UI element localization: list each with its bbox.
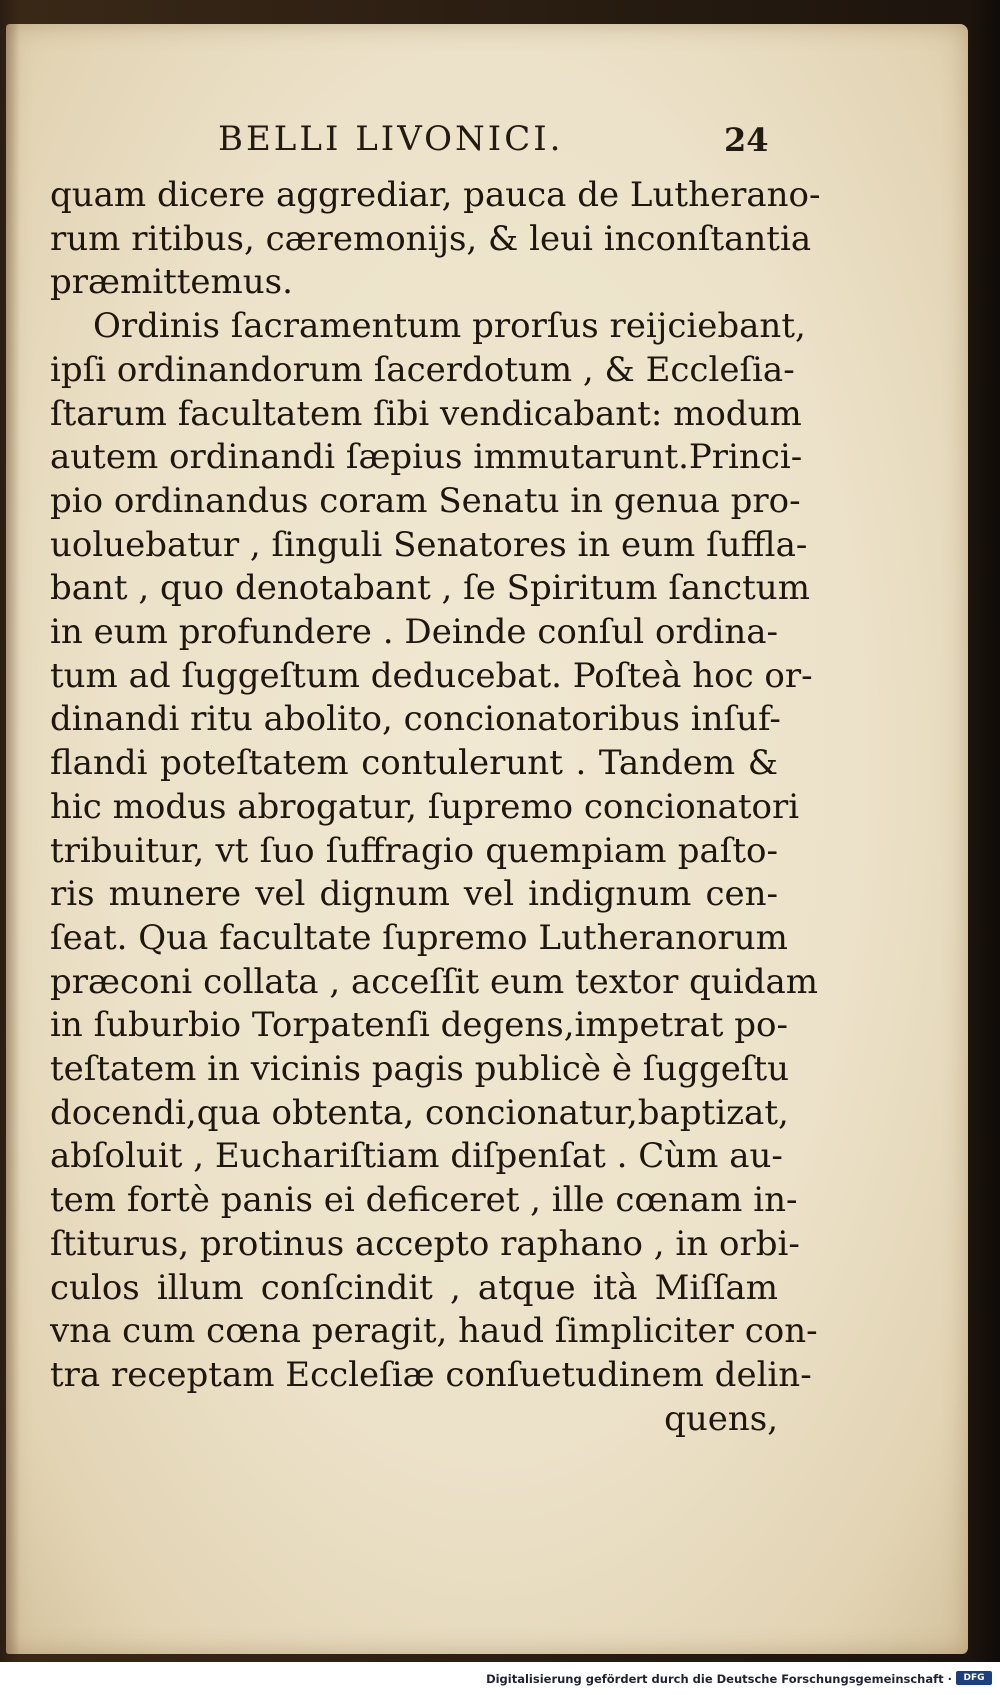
text-line: præmittemus.	[50, 262, 293, 303]
text-line: ipſi ordinandorum ſacerdotum , & Eccleſia-	[50, 349, 795, 390]
text-line: ris munere vel dignum vel indignum cen-	[50, 874, 778, 915]
text-line: in ſuburbio Torpatenſi degens,impetrat po-	[50, 1005, 788, 1046]
book-page	[6, 24, 968, 1654]
text-line: ſtarum facultatem ſibi vendicabant: modum	[50, 393, 802, 434]
text-line: uoluebatur , ſinguli Senatores in eum ſuffla-	[50, 524, 808, 565]
text-line: teſtatem in vicinis pagis publicè è ſuggeſtu	[50, 1049, 790, 1090]
text-line: docendi,qua obtenta, concionatur,baptizat,	[50, 1092, 789, 1133]
text-line: abſoluit , Euchariſtiam diſpenſat . Cùm au-	[50, 1136, 783, 1177]
dfg-logo: DFG	[956, 1671, 992, 1685]
text-line: pio ordinandus coram Senatu in genua pro-	[50, 480, 801, 521]
catchword: quens,	[664, 1398, 778, 1439]
page-number: 24	[724, 121, 769, 159]
text-line: rum ritibus, cæremonijs, & leui inconſtantia	[50, 218, 812, 259]
text-line: tra receptam Eccleſiæ conſuetudinem delin-	[50, 1354, 812, 1395]
text-line: Ordinis ſacramentum prorſus reijciebant,	[93, 306, 806, 347]
text-line: culos illum conſcindit , atque ità Miſſam	[50, 1267, 778, 1308]
text-line: hic modus abrogatur, ſupremo concionatori	[50, 786, 800, 827]
text-line: in eum profundere . Deinde conſul ordina-	[50, 612, 778, 653]
text-line: ſeat. Qua facultate ſupremo Lutheranorum	[50, 917, 788, 958]
funding-credit: Digitalisierung gefördert durch die Deutsche Forschungsgemeinschaft ·	[486, 1672, 952, 1686]
running-head: BELLI LIVONICI.	[218, 119, 564, 159]
text-line: præconi collata , acceſſit eum textor quidam	[50, 961, 818, 1002]
text-line: bant , quo denotabant , ſe Spiritum ſanctum	[50, 568, 810, 609]
text-line: tum ad ſuggeſtum deducebat. Poſteà hoc or-	[50, 655, 813, 696]
text-body	[50, 174, 821, 1441]
text-line: quam dicere aggrediar, pauca de Lutherano-	[50, 175, 821, 215]
text-line: flandi poteſtatem contulerunt . Tandem &	[50, 743, 778, 784]
text-line: dinandi ritu abolito, concionatoribus inſuf-	[50, 699, 781, 740]
text-line: autem ordinandi ſæpius immutarunt.Princi-	[50, 437, 803, 478]
text-line: tem fortè panis ei deficeret , ille cœnam in-	[50, 1180, 798, 1221]
page-header	[6, 119, 968, 165]
text-line: ſtiturus, protinus accepto raphano , in orbi-	[50, 1223, 800, 1264]
text-line: tribuitur, vt ſuo ſuffragio quempiam paſto-	[50, 830, 778, 871]
text-line: vna cum cœna peragit, haud ſimpliciter con-	[50, 1311, 818, 1352]
